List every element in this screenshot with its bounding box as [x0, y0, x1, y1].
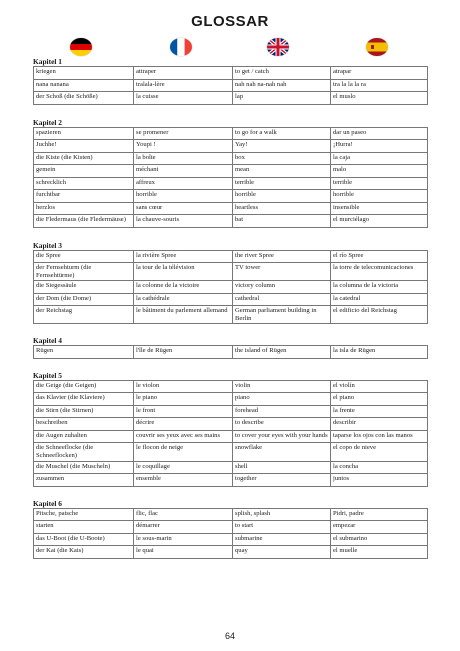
spain-flag-icon [366, 38, 388, 56]
english-term: the river Spree [233, 250, 331, 263]
spanish-term: terrible [331, 177, 428, 190]
german-term: die Augen zuhalten [34, 430, 134, 443]
german-term: die Muschel (die Muscheln) [34, 461, 134, 474]
glossary-section [33, 58, 427, 105]
english-term: German parliament building in Berlin [233, 306, 331, 324]
table-row [34, 140, 428, 153]
table-row [34, 67, 428, 80]
french-term: le bâtiment du parlement allemand [134, 306, 233, 324]
glossary-table [33, 508, 428, 559]
section-heading: Kapitel 4 [33, 336, 62, 346]
french-term: la boîte [134, 152, 233, 165]
german-term: schrecklich [34, 177, 134, 190]
french-term: le coquillage [134, 461, 233, 474]
table-row [34, 152, 428, 165]
english-term: splish, splash [233, 508, 331, 521]
german-term: spazieren [34, 127, 134, 140]
table-row [34, 190, 428, 203]
table-row [34, 346, 428, 359]
page-title: GLOSSAR [191, 13, 269, 30]
table-row [34, 92, 428, 105]
english-term: victory column [233, 281, 331, 294]
english-term: to go for a walk [233, 127, 331, 140]
table-row [34, 474, 428, 487]
english-term: the island of Rügen [233, 346, 331, 359]
english-term: quay [233, 546, 331, 559]
german-term: der Reichstag [34, 306, 134, 324]
french-term: tralala-lère [134, 79, 233, 92]
french-term: la colonne de la victoire [134, 281, 233, 294]
french-term: méchant [134, 165, 233, 178]
glossary-section [33, 500, 427, 559]
section-heading: Kapitel 3 [33, 240, 62, 250]
spanish-term: el violín [331, 380, 428, 393]
france-flag-icon [170, 38, 192, 56]
spanish-term: la concha [331, 461, 428, 474]
table-row [34, 79, 428, 92]
english-term: to start [233, 521, 331, 534]
english-term: Yay! [233, 140, 331, 153]
table-row [34, 263, 428, 281]
english-term: to describe [233, 418, 331, 431]
glossary-table [33, 127, 428, 228]
german-term: der Kai (die Kais) [34, 546, 134, 559]
german-term: nana nanana [34, 79, 134, 92]
french-term: la chauve-souris [134, 215, 233, 228]
french-term: le front [134, 405, 233, 418]
german-term: Rügen [34, 346, 134, 359]
english-term: shell [233, 461, 331, 474]
english-term: together [233, 474, 331, 487]
english-term: terrible [233, 177, 331, 190]
french-term: se promener [134, 127, 233, 140]
spanish-term: insensible [331, 202, 428, 215]
german-term: Pitsche, patsche [34, 508, 134, 521]
spanish-term: horrible [331, 190, 428, 203]
section-heading: Kapitel 6 [33, 498, 62, 508]
french-term: couvrir ses yeux avec ses mains [134, 430, 233, 443]
french-term: le violon [134, 380, 233, 393]
spanish-term: atrapar [331, 67, 428, 80]
glossary-table [33, 250, 428, 325]
french-term: ensemble [134, 474, 233, 487]
table-row [34, 508, 428, 521]
spanish-term: taparse los ojos con las manos [331, 430, 428, 443]
uk-flag-icon [267, 38, 289, 56]
french-term: la cathédrale [134, 293, 233, 306]
german-term: die Fledermaus (die Fledermäuse) [34, 215, 134, 228]
table-row [34, 202, 428, 215]
german-term: die Spree [34, 250, 134, 263]
french-term: démarrer [134, 521, 233, 534]
french-term: affreux [134, 177, 233, 190]
french-term: le piano [134, 393, 233, 406]
french-term: la tour de la télévision [134, 263, 233, 281]
german-term: kriegen [34, 67, 134, 80]
spanish-term: la frente [331, 405, 428, 418]
english-term: to cover your eyes with your hands [233, 430, 331, 443]
german-term: die Stirn (die Stirnen) [34, 405, 134, 418]
spanish-term: la torre de telecomunicaciones [331, 263, 428, 281]
spanish-term: el submarino [331, 533, 428, 546]
spanish-term: ¡Hurra! [331, 140, 428, 153]
english-term: heartless [233, 202, 331, 215]
spanish-term: el edificio del Reichstag [331, 306, 428, 324]
section-heading: Kapitel 1 [33, 57, 62, 66]
glossary-table [33, 345, 428, 359]
german-term: die Kiste (die Kisten) [34, 152, 134, 165]
german-term: das U-Boot (die U-Boote) [34, 533, 134, 546]
spanish-term: la isla de Rügen [331, 346, 428, 359]
english-term: box [233, 152, 331, 165]
french-term: la rivière Spree [134, 250, 233, 263]
table-row [34, 533, 428, 546]
table-row [34, 177, 428, 190]
french-term: le sous-marin [134, 533, 233, 546]
german-term: furchtbar [34, 190, 134, 203]
spanish-term: la columna de la victoria [331, 281, 428, 294]
spanish-term: describir [331, 418, 428, 431]
table-row [34, 418, 428, 431]
french-term: sans cœur [134, 202, 233, 215]
german-term: die Geige (die Geigen) [34, 380, 134, 393]
french-term: décrire [134, 418, 233, 431]
spanish-term: la catedral [331, 293, 428, 306]
glossary-sections [33, 58, 427, 559]
german-term: Juchhe! [34, 140, 134, 153]
spanish-term: tra la la la ra [331, 79, 428, 92]
english-term: cathedral [233, 293, 331, 306]
english-term: forehead [233, 405, 331, 418]
spanish-term: el copo de nieve [331, 443, 428, 461]
glossary-table [33, 66, 428, 105]
table-row [34, 127, 428, 140]
glossary-section [33, 119, 427, 228]
language-flags [33, 38, 427, 58]
french-term: flic, flac [134, 508, 233, 521]
glossary-section [33, 242, 427, 325]
french-term: la cuisse [134, 92, 233, 105]
english-term: violin [233, 380, 331, 393]
glossary-section [33, 372, 427, 487]
glossary-table [33, 380, 428, 487]
spanish-term: el muslo [331, 92, 428, 105]
spanish-term: el muelle [331, 546, 428, 559]
section-heading: Kapitel 5 [33, 370, 62, 380]
french-term: le flocon de neige [134, 443, 233, 461]
spanish-term: juntos [331, 474, 428, 487]
english-term: TV tower [233, 263, 331, 281]
spanish-term: el piano [331, 393, 428, 406]
german-term: zusammen [34, 474, 134, 487]
french-term: l'île de Rügen [134, 346, 233, 359]
english-term: bat [233, 215, 331, 228]
german-term: die Siegessäule [34, 281, 134, 294]
table-row [34, 405, 428, 418]
table-row [34, 250, 428, 263]
table-row [34, 393, 428, 406]
spanish-term: el murciélago [331, 215, 428, 228]
table-row [34, 461, 428, 474]
spanish-term: Pidri, padre [331, 508, 428, 521]
french-term: horrible [134, 190, 233, 203]
german-term: der Fernsehturm (die Fernsehtürme) [34, 263, 134, 281]
english-term: piano [233, 393, 331, 406]
section-heading: Kapitel 2 [33, 117, 62, 127]
french-term: attraper [134, 67, 233, 80]
table-row [34, 165, 428, 178]
german-term: gemein [34, 165, 134, 178]
table-row [34, 546, 428, 559]
spanish-term: el río Spree [331, 250, 428, 263]
german-term: die Schneeflocke (die Schneeflocken) [34, 443, 134, 461]
spanish-term: dar un paseo [331, 127, 428, 140]
french-term: le quai [134, 546, 233, 559]
english-term: submarine [233, 533, 331, 546]
spanish-term: la caja [331, 152, 428, 165]
english-term: mean [233, 165, 331, 178]
table-row [34, 430, 428, 443]
german-term: der Schoß (die Schöße) [34, 92, 134, 105]
english-term: snowflake [233, 443, 331, 461]
table-row [34, 293, 428, 306]
german-term: das Klavier (die Klaviere) [34, 393, 134, 406]
english-term: horrible [233, 190, 331, 203]
french-term: Youpi ! [134, 140, 233, 153]
spanish-term: empezar [331, 521, 428, 534]
table-row [34, 380, 428, 393]
spanish-term: malo [331, 165, 428, 178]
table-row [34, 215, 428, 228]
page-number: 64 [224, 631, 235, 641]
table-row [34, 306, 428, 324]
english-term: to get / catch [233, 67, 331, 80]
table-row [34, 443, 428, 461]
table-row [34, 521, 428, 534]
english-term: nah nah na-nah nah [233, 79, 331, 92]
english-term: lap [233, 92, 331, 105]
germany-flag-icon [70, 38, 92, 56]
glossary-section [33, 337, 427, 359]
german-term: herzlos [34, 202, 134, 215]
german-term: starten [34, 521, 134, 534]
german-term: der Dom (die Dome) [34, 293, 134, 306]
german-term: beschreiben [34, 418, 134, 431]
table-row [34, 281, 428, 294]
